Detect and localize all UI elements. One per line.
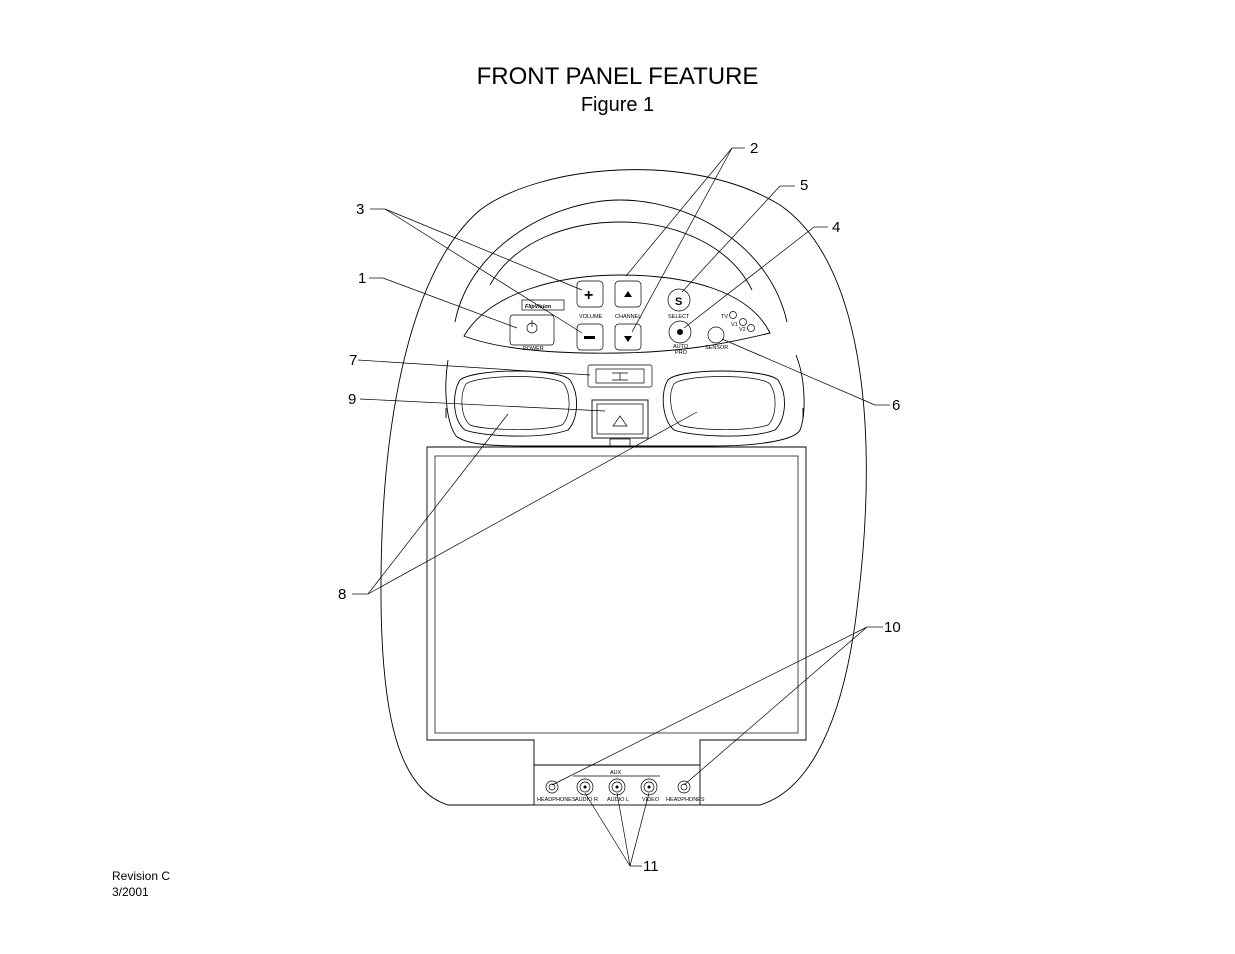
select-key-glyph: S — [675, 296, 683, 308]
callout-4-leader — [684, 227, 828, 328]
callout-9-leader — [360, 399, 605, 411]
callout-11-leader — [585, 793, 649, 866]
callout-7: 7 — [349, 352, 358, 369]
indicator-v1-led — [740, 319, 747, 326]
sensor-label: SENSOR — [705, 345, 729, 351]
headphones-right-label: HEADPHONES — [666, 797, 705, 803]
channel-label: CHANNEL — [615, 314, 642, 320]
lcd-screen-frame — [427, 447, 806, 765]
dome-arc-inner — [490, 222, 752, 290]
auto-pro-dot-icon — [677, 329, 683, 335]
callout-3-leader — [370, 209, 582, 333]
callout-4: 4 — [832, 219, 841, 236]
screen-release-latch[interactable] — [592, 400, 648, 438]
headphones-jack-right[interactable] — [678, 781, 690, 793]
callout-1-leader — [369, 278, 517, 328]
arrow-down-icon — [624, 336, 632, 342]
power-label: POWER — [523, 346, 544, 352]
video-label: VIDEO — [642, 797, 660, 803]
callout-2-leader — [626, 148, 745, 332]
indicator-tv-led — [730, 312, 737, 319]
indicator-v2-label: V2 — [739, 327, 746, 333]
minus-icon — [584, 336, 595, 339]
lcd-screen — [435, 456, 798, 733]
volume-label: VOLUME — [579, 314, 603, 320]
indicator-v1-label: V1 — [731, 322, 738, 328]
callout-5: 5 — [800, 177, 809, 194]
auto-pro-label-line2: PRO — [675, 350, 687, 356]
callout-1: 1 — [358, 270, 367, 287]
page-title: FRONT PANEL FEATURE — [476, 63, 759, 90]
headphones-left-label: HEADPHONES — [537, 797, 576, 803]
power-button[interactable] — [510, 315, 554, 345]
callout-10: 10 — [884, 619, 901, 636]
audio-r-label: AUDIO R — [575, 797, 598, 803]
callout-2: 2 — [750, 140, 759, 157]
callout-9: 9 — [348, 391, 357, 408]
indicator-v2-led — [748, 325, 755, 332]
switch-rocker-icon — [612, 373, 628, 380]
reading-lamp-right-inner — [671, 377, 775, 430]
aux-label: AUX — [610, 770, 622, 776]
audio-l-jack[interactable] — [609, 779, 625, 795]
latch-triangle-icon — [613, 416, 627, 426]
auto-pro-label-line1: AUTO — [673, 344, 689, 350]
audio-r-jack[interactable] — [577, 779, 593, 795]
callout-8: 8 — [338, 586, 347, 603]
dome-arc-outer — [455, 200, 787, 322]
callout-8-leader — [352, 412, 697, 594]
screen-release-latch-inner — [597, 404, 643, 434]
select-label: SELECT — [668, 314, 690, 320]
callout-3: 3 — [356, 201, 365, 218]
brand-logo: FlipVision — [525, 304, 552, 310]
audio-l-label: AUDIO L — [607, 797, 630, 803]
video-jack[interactable] — [641, 779, 657, 795]
callout-10-leader — [552, 627, 883, 785]
housing-outline — [381, 170, 866, 805]
callout-7-leader — [358, 360, 590, 375]
plus-icon: + — [584, 287, 594, 304]
callout-6: 6 — [892, 397, 901, 414]
callout-11: 11 — [643, 858, 659, 875]
revision-label: Revision C — [112, 869, 171, 883]
figure-subtitle: Figure 1 — [580, 94, 655, 116]
reading-lamp-left-inner — [462, 377, 569, 430]
revision-date: 3/2001 — [112, 885, 149, 899]
sensor-window — [708, 327, 724, 343]
indicator-tv-label: TV — [721, 314, 729, 320]
lamp-housing — [446, 355, 804, 446]
arrow-up-icon — [624, 291, 632, 297]
